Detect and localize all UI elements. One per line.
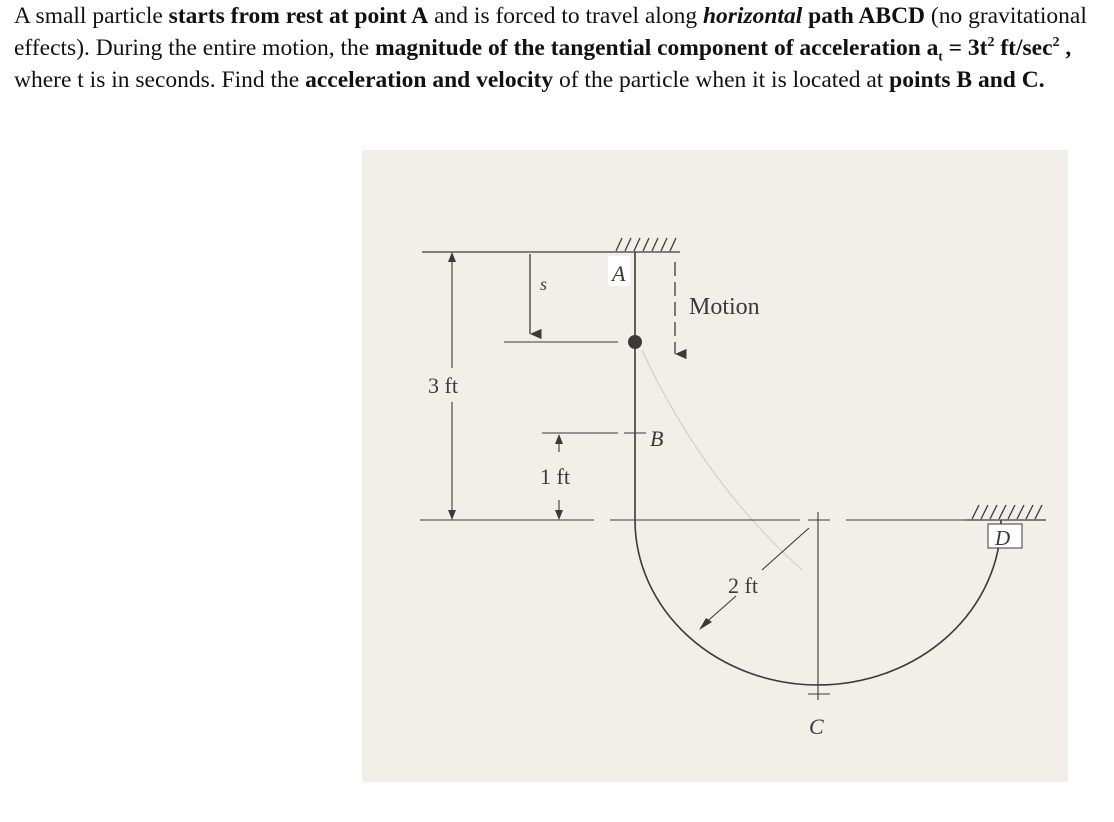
superscript: 2 (987, 35, 995, 51)
subscript: t (938, 48, 943, 64)
bold-segment: , (1059, 35, 1072, 61)
text-segment: A small particle (14, 3, 169, 29)
superscript: 2 (1052, 35, 1060, 51)
point-d-label: D (995, 526, 1011, 550)
bold-segment: ft/sec (994, 35, 1053, 61)
motion-label: Motion (689, 294, 760, 320)
bold-segment: = 3t (942, 35, 988, 61)
problem-statement (14, 0, 1104, 96)
bold-segment: starts from rest at point A (168, 3, 429, 29)
s-label: s (540, 274, 548, 294)
point-a-label: A (612, 261, 626, 286)
text-segment: (no gravitational effects). During the entire motion, the (14, 3, 1087, 61)
text-segment: of the particle when it is located at (553, 67, 890, 93)
bold-segment: acceleration and velocity (305, 67, 554, 93)
path-diagram-svg (362, 150, 1068, 782)
particle-dot (628, 335, 642, 349)
bold-segment: path ABCD (802, 3, 926, 29)
point-b-label: B (650, 426, 664, 451)
bold-segment: magnitude of the tangential component of acceleration a (375, 35, 939, 61)
bold-segment: points B and C. (889, 67, 1045, 93)
bold-italic-segment: horizontal (702, 3, 803, 29)
dim-3ft-label: 3 ft (428, 373, 458, 398)
path-diagram (362, 150, 1068, 782)
dim-2ft-label: 2 ft (728, 573, 758, 598)
point-c-label: C (809, 714, 824, 739)
dim-1ft-label: 1 ft (540, 464, 570, 489)
figure-background (362, 150, 1068, 782)
text-segment: where t is in seconds. Find the (14, 67, 306, 93)
text-segment: and is forced to travel along (428, 3, 703, 29)
